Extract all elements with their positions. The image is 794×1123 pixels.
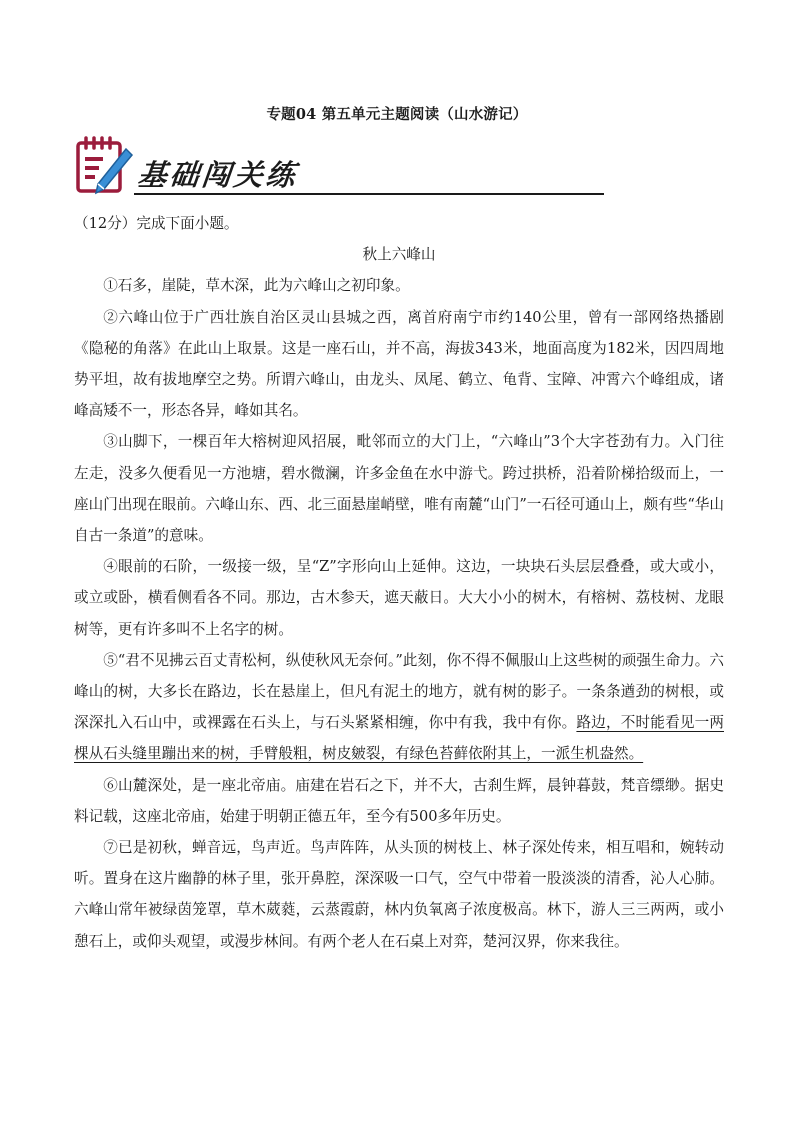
banner-label: 基础闯关练: [136, 158, 300, 192]
paragraph-5: [74, 645, 724, 770]
question-intro: （12分）完成下面小题。: [74, 215, 239, 232]
article-content: [74, 208, 724, 957]
page-title: 专题04 第五单元主题阅读（山水游记）: [266, 106, 528, 123]
paragraph-5-text: ⑤“君不见拂云百丈青松柯，纵使秋风无奈何。”此刻，你不得不佩服山上这些树的顽强生命力。六峰山的树，大多长在路边，长在悬崖上，但凡有泥土的地方，就有树的影子。一条条遒劲的树根，或深深扎入石山中，或裸露在石头上，与石头紧紧相缠，你中有我，我中有你。: [74, 651, 724, 732]
banner-underline: [134, 193, 604, 195]
article-title: 秋上六峰山: [362, 246, 436, 264]
paragraph-2: ②六峰山位于广西壮族自治区灵山县城之西，离首府南宁市约140公里，曾有一部网络热播剧《隐秘的角落》在此山上取景。这是一座石山，并不高，海拔343米，地面高度为182米，因四周地势平坦，故有拔地摩空之势。所谓六峰山，由龙头、凤尾、鹤立、龟背、宝障、冲霄六个峰组成，诸峰高矮不一，形态各异，峰如其名。: [74, 308, 724, 420]
section-banner: [74, 135, 604, 201]
paragraph-1: ①石多，崖陡，草木深，此为六峰山之初印象。: [103, 277, 410, 295]
paragraph-4: ④眼前的石阶，一级接一级，呈“Z”字形向山上延伸。这边，一块块石头层层叠叠，或大或小，或立或卧，横看侧看各不同。那边，古木参天，遮天蔽日。大大小小的树木，有榕树、荔枝树、龙眼树等，更有许多叫不上名字的树。: [74, 558, 724, 638]
paragraph-6: ⑥山麓深处，是一座北帝庙。庙建在岩石之下，并不大，古刹生辉，晨钟暮鼓，梵音缥缈。据史料记载，这座北帝庙，始建于明朝正德五年，至今有500多年历史。: [74, 776, 724, 825]
underlined-sentence: 路边，不时能看见一两棵从石头缝里蹦出来的树，手臂般粗，树皮皴裂，有绿色苔藓依附其上，一派生机盎然。: [74, 714, 724, 763]
paragraph-3: ③山脚下，一棵百年大榕树迎风招展，毗邻而立的大门上，“六峰山”3个大字苍劲有力。入门往左走，没多久便看见一方池塘，碧水微澜，许多金鱼在水中游弋。跨过拱桥，沿着阶梯拾级而上，一座山门出现在眼前。六峰山东、西、北三面悬崖峭壁，唯有南麓“山门”一石径可通山上，颇有些“华山自古一条道”的意味。: [74, 433, 724, 545]
notebook-pen-icon: [74, 135, 136, 199]
paragraph-7: ⑦已是初秋，蝉音远，鸟声近。鸟声阵阵，从头顶的树枝上、林子深处传来，相互唱和，婉转动听。置身在这片幽静的林子里，张开鼻腔，深深吸一口气，空气中带着一股淡淡的清香，沁人心肺。六峰山常年被绿茵笼罩，草木葳蕤，云蒸霞蔚，林内负氧离子浓度极高。林下，游人三三两两，或小憩石上，或仰头观望，或漫步林间。有两个老人在石桌上对弈，楚河汉界，你来我往。: [74, 839, 724, 950]
